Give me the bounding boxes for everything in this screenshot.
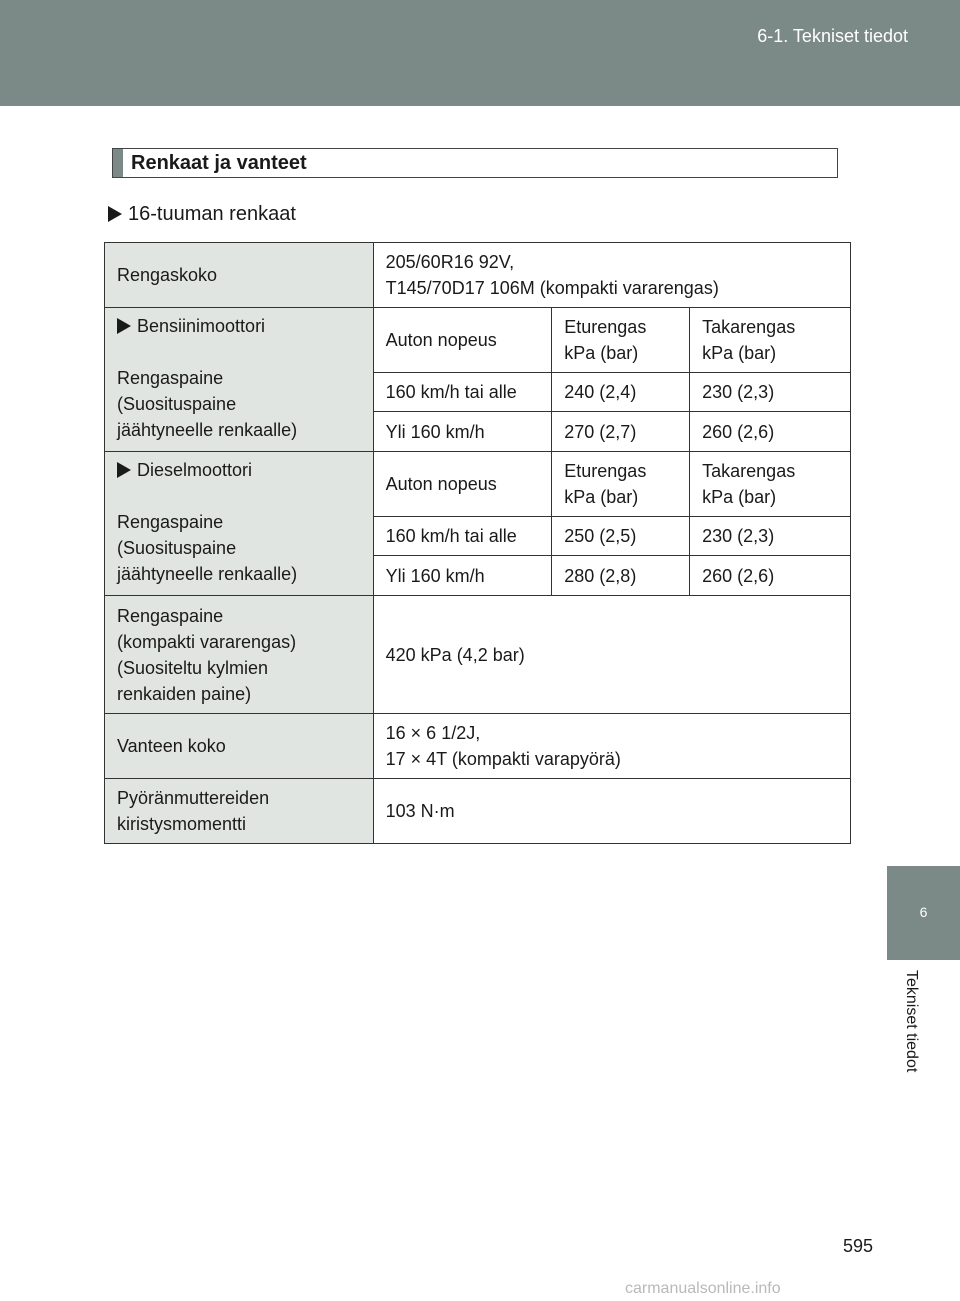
diesel-engine-label: Dieselmoottori: [137, 460, 253, 480]
diesel-rear-header: [690, 452, 851, 517]
heading-accent-bar: [113, 149, 123, 177]
table-row: [105, 779, 851, 844]
spare-label-line: (Suositeltu kylmien: [117, 657, 269, 678]
front-header-line: Eturengas: [564, 317, 647, 337]
spare-label-line: Rengaspaine: [117, 605, 224, 626]
rim-size-value: [373, 714, 850, 779]
petrol-rear-header: [690, 308, 851, 373]
torque-label-line: kiristysmomentti: [117, 814, 247, 834]
torque-label-line: Pyöränmuttereiden: [117, 788, 270, 808]
chapter-tab: [887, 866, 960, 960]
diesel-front-cell: 280 (2,8): [552, 556, 690, 596]
table-row: [105, 452, 851, 517]
rim-size-line2: 17 × 4T (kompakti varapyörä): [385, 749, 621, 769]
watermark-text: carmanualsonline.info: [625, 1280, 781, 1297]
table-row: [105, 243, 851, 308]
diesel-speed-header: Auton nopeus: [373, 452, 552, 517]
section-heading-text: Renkaat ja vanteet: [131, 152, 307, 174]
rim-size-line1: 16 × 6 1/2J,: [385, 723, 481, 743]
subheading-text: 16-tuuman renkaat: [128, 203, 296, 225]
front-header-line: Eturengas: [564, 461, 647, 481]
petrol-front-header: [552, 308, 690, 373]
diesel-pressure-label: [105, 452, 374, 596]
torque-label: [105, 779, 374, 844]
diesel-rear-cell: 230 (2,3): [690, 517, 851, 556]
page-number: 595: [843, 1236, 874, 1256]
tire-size-label: Rengaskoko: [105, 243, 374, 308]
diesel-front-header: [552, 452, 690, 517]
spare-pressure-label: [105, 596, 374, 714]
petrol-label-line: Rengaspaine: [117, 368, 224, 388]
tire-size-value: [373, 243, 850, 308]
petrol-pressure-label: [105, 308, 374, 452]
tire-size-line1: 205/60R16 92V,: [385, 252, 515, 272]
rim-size-label: Vanteen koko: [105, 714, 374, 779]
front-header-unit: kPa (bar): [564, 487, 639, 507]
chapter-side-label: Tekniset tiedot: [903, 970, 920, 1073]
diesel-label-line: Rengaspaine: [117, 512, 224, 532]
petrol-rear-cell: 230 (2,3): [690, 373, 851, 412]
petrol-front-cell: 240 (2,4): [552, 373, 690, 412]
subheading: [108, 203, 296, 226]
torque-value: 103 N·m: [373, 779, 850, 844]
table-row: [105, 308, 851, 373]
diesel-speed-cell: 160 km/h tai alle: [373, 517, 552, 556]
petrol-engine-label: Bensiinimoottori: [137, 316, 266, 336]
rear-header-unit: kPa (bar): [702, 487, 777, 507]
table-row: [105, 714, 851, 779]
table-row: [105, 596, 851, 714]
section-heading: [112, 148, 838, 178]
petrol-speed-header: Auton nopeus: [373, 308, 552, 373]
chapter-title: 6-1. Tekniset tiedot: [757, 26, 908, 46]
triangle-bullet-icon: [117, 462, 131, 478]
spare-pressure-value: 420 kPa (4,2 bar): [373, 596, 850, 714]
tire-spec-table: [104, 242, 851, 844]
petrol-speed-cell: 160 km/h tai alle: [373, 373, 552, 412]
petrol-label-line: (Suosituspaine: [117, 394, 237, 414]
diesel-front-cell: 250 (2,5): [552, 517, 690, 556]
rear-header-line: Takarengas: [702, 317, 796, 337]
rear-header-line: Takarengas: [702, 461, 796, 481]
tire-size-line2: T145/70D17 106M (kompakti vararengas): [385, 278, 719, 298]
front-header-unit: kPa (bar): [564, 343, 639, 363]
petrol-label-line: jäähtyneelle renkaalle): [117, 420, 298, 440]
spare-label-line: renkaiden paine): [117, 683, 252, 704]
triangle-bullet-icon: [117, 318, 131, 334]
petrol-front-cell: 270 (2,7): [552, 412, 690, 452]
diesel-rear-cell: 260 (2,6): [690, 556, 851, 596]
petrol-rear-cell: 260 (2,6): [690, 412, 851, 452]
diesel-label-line: (Suosituspaine: [117, 538, 237, 558]
chapter-number: 6: [919, 904, 928, 920]
spare-label-line: (kompakti vararengas): [117, 631, 297, 652]
petrol-speed-cell: Yli 160 km/h: [373, 412, 552, 452]
diesel-label-line: jäähtyneelle renkaalle): [117, 564, 298, 584]
triangle-bullet-icon: [108, 206, 122, 222]
diesel-speed-cell: Yli 160 km/h: [373, 556, 552, 596]
header-band: [0, 0, 960, 106]
rear-header-unit: kPa (bar): [702, 343, 777, 363]
